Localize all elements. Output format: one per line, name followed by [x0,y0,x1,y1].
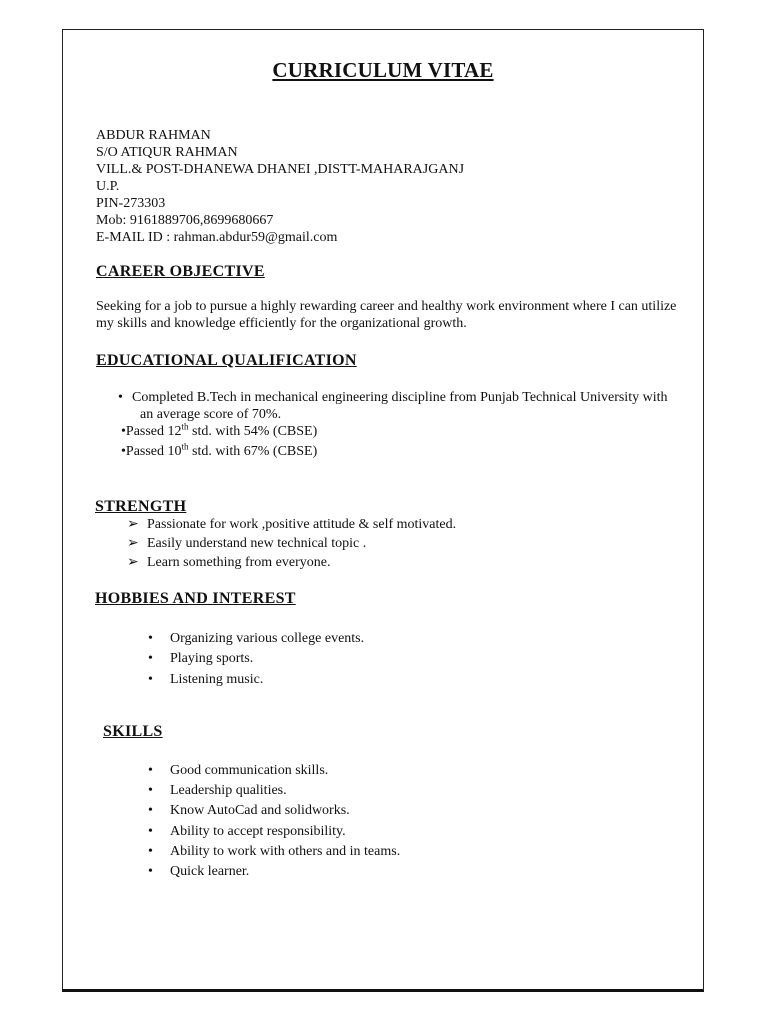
education-12th-post: std. with 54% (CBSE) [188,424,318,439]
bullet-icon: • [121,424,126,439]
hobby-item: Playing sports. [170,651,254,666]
bullet-icon: • [148,651,153,666]
strength-item: Learn something from everyone. [147,555,331,570]
education-item-10th [121,443,317,460]
skill-item: Ability to work with others and in teams. [170,844,401,859]
hobbies-heading: HOBBIES AND INTEREST [95,590,296,607]
skill-item: Good communication skills. [170,763,329,778]
education-12th-sup: th [181,421,189,432]
arrow-bullet-icon: ➢ [127,536,139,551]
contact-name: ABDUR RAHMAN [96,128,211,143]
education-12th-pre: Passed 12 [125,424,182,439]
strength-item: Easily understand new technical topic . [147,536,367,551]
skill-item: Leadership qualities. [170,783,287,798]
career-objective-text: Seeking for a job to pursue a highly rewarding career and healthy work environment where I can utilize my skills and knowledge efficiently for the organizational growth. [96,299,677,331]
contact-state: U.P. [96,179,120,194]
education-item-btech-line1: Completed B.Tech in mechanical engineering discipline from Punjab Technical University with [132,390,668,405]
bullet-icon: • [148,783,153,798]
bullet-icon: • [148,844,153,859]
bullet-icon: • [148,763,153,778]
bullet-icon: • [148,672,153,687]
arrow-bullet-icon: ➢ [127,555,139,570]
education-heading: EDUCATIONAL QUALIFICATION [96,352,357,369]
skill-item: Know AutoCad and solidworks. [170,803,350,818]
education-10th-sup: th [181,441,189,452]
contact-pin: PIN-273303 [96,196,166,211]
contact-parent: S/O ATIQUR RAHMAN [96,145,238,160]
arrow-bullet-icon: ➢ [127,517,139,532]
education-item-12th [121,423,317,440]
contact-mobile: Mob: 9161889706,8699680667 [96,213,274,228]
hobby-item: Listening music. [170,672,264,687]
strength-item: Passionate for work ,positive attitude & self motivated. [147,517,457,532]
bullet-icon: • [148,864,153,879]
contact-address: VILL.& POST-DHANEWA DHANEI ,DISTT-MAHARAJGANJ [96,162,465,177]
education-10th-post: std. with 67% (CBSE) [188,444,318,459]
education-item-btech-line2: an average score of 70%. [140,407,282,422]
skill-item: Ability to accept responsibility. [170,824,346,839]
contact-email: E-MAIL ID : rahman.abdur59@gmail.com [96,230,338,245]
bullet-icon: • [121,444,126,459]
skill-item: Quick learner. [170,864,250,879]
document-title: CURRICULUM VITAE [272,58,494,82]
education-10th-pre: Passed 10 [125,444,182,459]
bullet-icon: • [148,824,153,839]
hobby-item: Organizing various college events. [170,631,365,646]
career-objective-heading: CAREER OBJECTIVE [96,263,265,280]
bullet-icon: • [118,390,123,405]
cv-page [62,29,704,992]
strength-heading: STRENGTH [95,498,187,515]
bullet-icon: • [148,803,153,818]
skills-heading: SKILLS [103,723,163,740]
bullet-icon: • [148,631,153,646]
